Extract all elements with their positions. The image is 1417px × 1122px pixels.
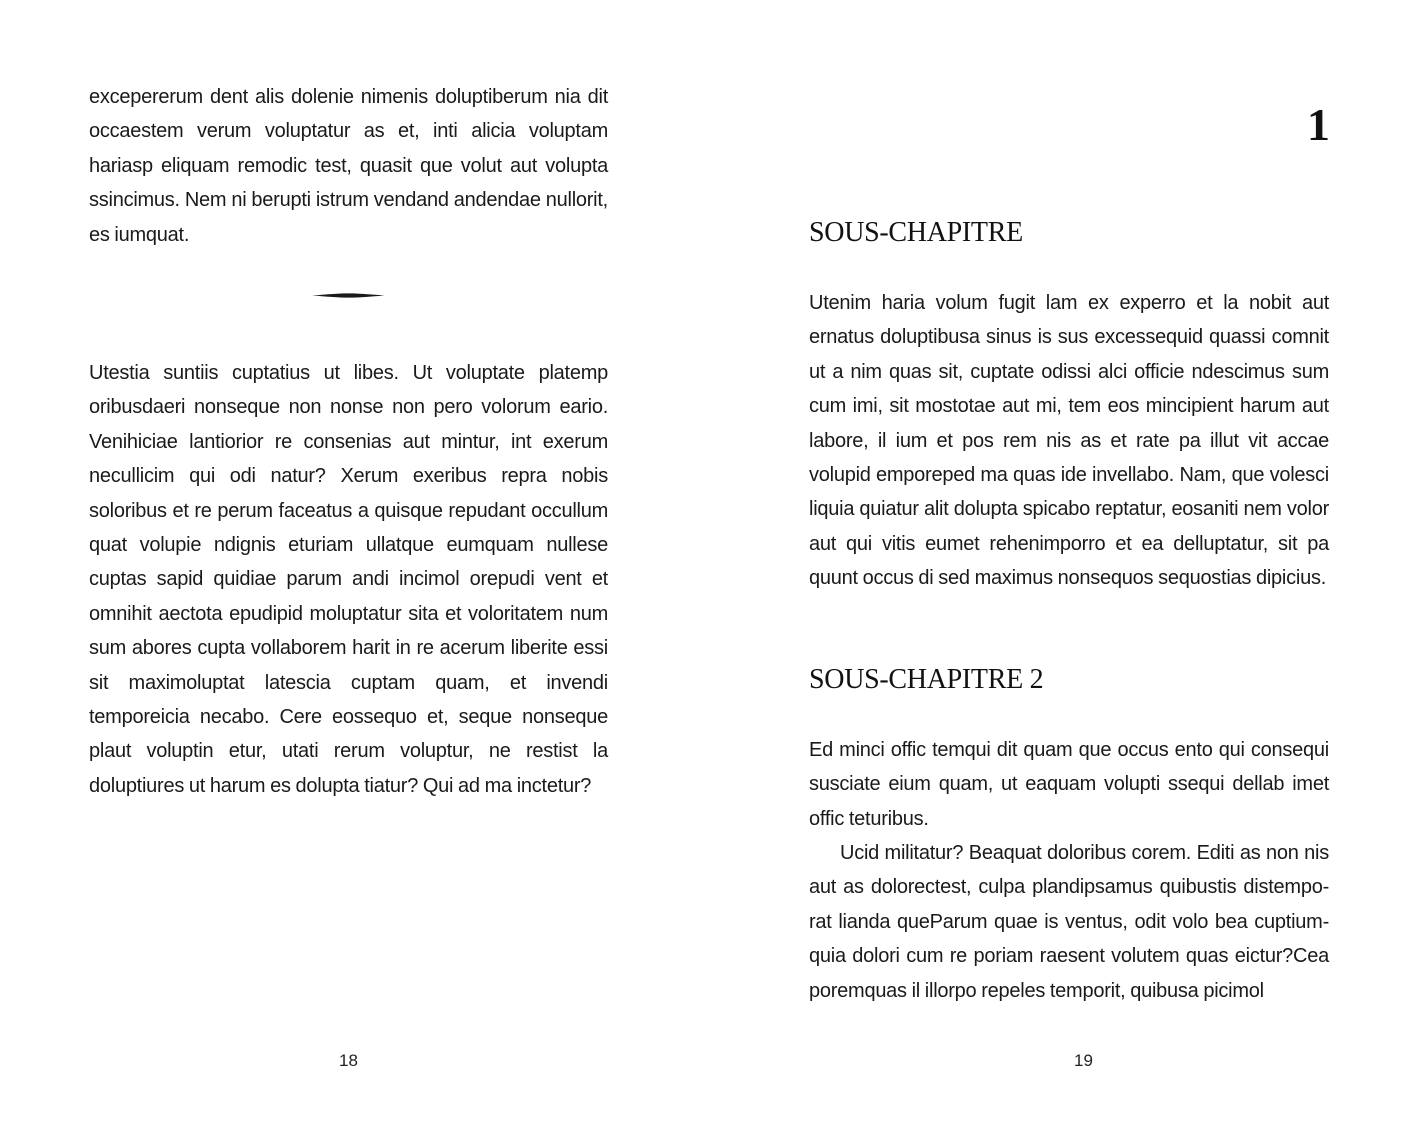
- right-paragraph-1: Utenim haria volum fugit lam ex experro et la nobit aut ernatus doluptibusa sinus is sus excessequid quassi comnit ut a nim quas sit, cuptate odissi alci officie ndescimus sum cum imi, sit mostotae aut mi, tem eos mincipient harum aut labore, il ium et pos rem nis as et rate pa illut vit accae volupid emporeped ma quas ide invellabo. Nam, que volesci liquia quiatur alit dolupta spicabo reptatur, eosaniti nem volor aut qui vitis eumet rehenimporro et ea delluptatur, sit pa quunt occus di sed maximus nonsequos sequostias dipicius.: [809, 292, 1329, 590]
- subheading-2: SOUS-CHAPITRE 2: [809, 664, 1044, 695]
- right-paragraph-2: Ed minci offic temqui dit quam que occus ento qui consequi susciate eium quam, ut eaquam volupti ssequi dellab imet offic teturibus.: [809, 739, 1329, 830]
- chapter-number: 1: [1307, 99, 1330, 150]
- left-paragraph-1: excepererum dent alis dolenie nimenis doluptiberum nia dit occaestem verum voluptatur as et, inti alicia voluptam hariasp eliquam remodic test, quasit que volut aut volupta ssincimus. Nem ni berupti istrum vendand andendae nullorit, es iumquat.: [89, 86, 608, 246]
- left-page: [0, 0, 708, 1122]
- page-number-right: 19: [1074, 1051, 1093, 1070]
- right-paragraph-3: Ucid militatur? Beaquat doloribus corem. Editi as non nis aut as dolorectest, culpa plandipsamus quibustis distempo-rat lianda queParum quae is ventus, odit volo bea cuptium-quia dolori cum re poriam raesent volutem quas eictur?Cea poremquas il illorpo repeles temporit, quibusa picimol: [809, 842, 1329, 1002]
- right-page: [708, 0, 1417, 1122]
- page-number-left: 18: [339, 1051, 358, 1070]
- left-paragraph-2: Utestia suntiis cuptatius ut libes. Ut voluptate platemp oribusdaeri nonseque non nonse non pero volorum eario. Venihiciae lantiorior re consenias aut mintur, int exerum necullicim qui odi natur? Xerum exeribus repra nobis soloribus et re perum faceatus a quisque repudant occullum quat volupie ndignis eturiam ullatque eumquam nullese cuptas sapid quidiae parum andi incimol orepudi vent et omnihit aectota epudipid moluptatur sita et voloritatem num sum abores cupta vollaborem harit in re acerum liberite essi sit maximoluptat latescia cuptam quam, et invendi temporeicia necabo. Cere eossequo et, seque nonseque plaut voluptin etur, utati rerum voluptur, ne restist la doluptiures ut harum es dolupta tiatur? Qui ad ma inctetur?: [89, 362, 608, 797]
- subheading-1: SOUS-CHAPITRE: [809, 217, 1023, 248]
- ornament-separator-icon: [312, 293, 385, 298]
